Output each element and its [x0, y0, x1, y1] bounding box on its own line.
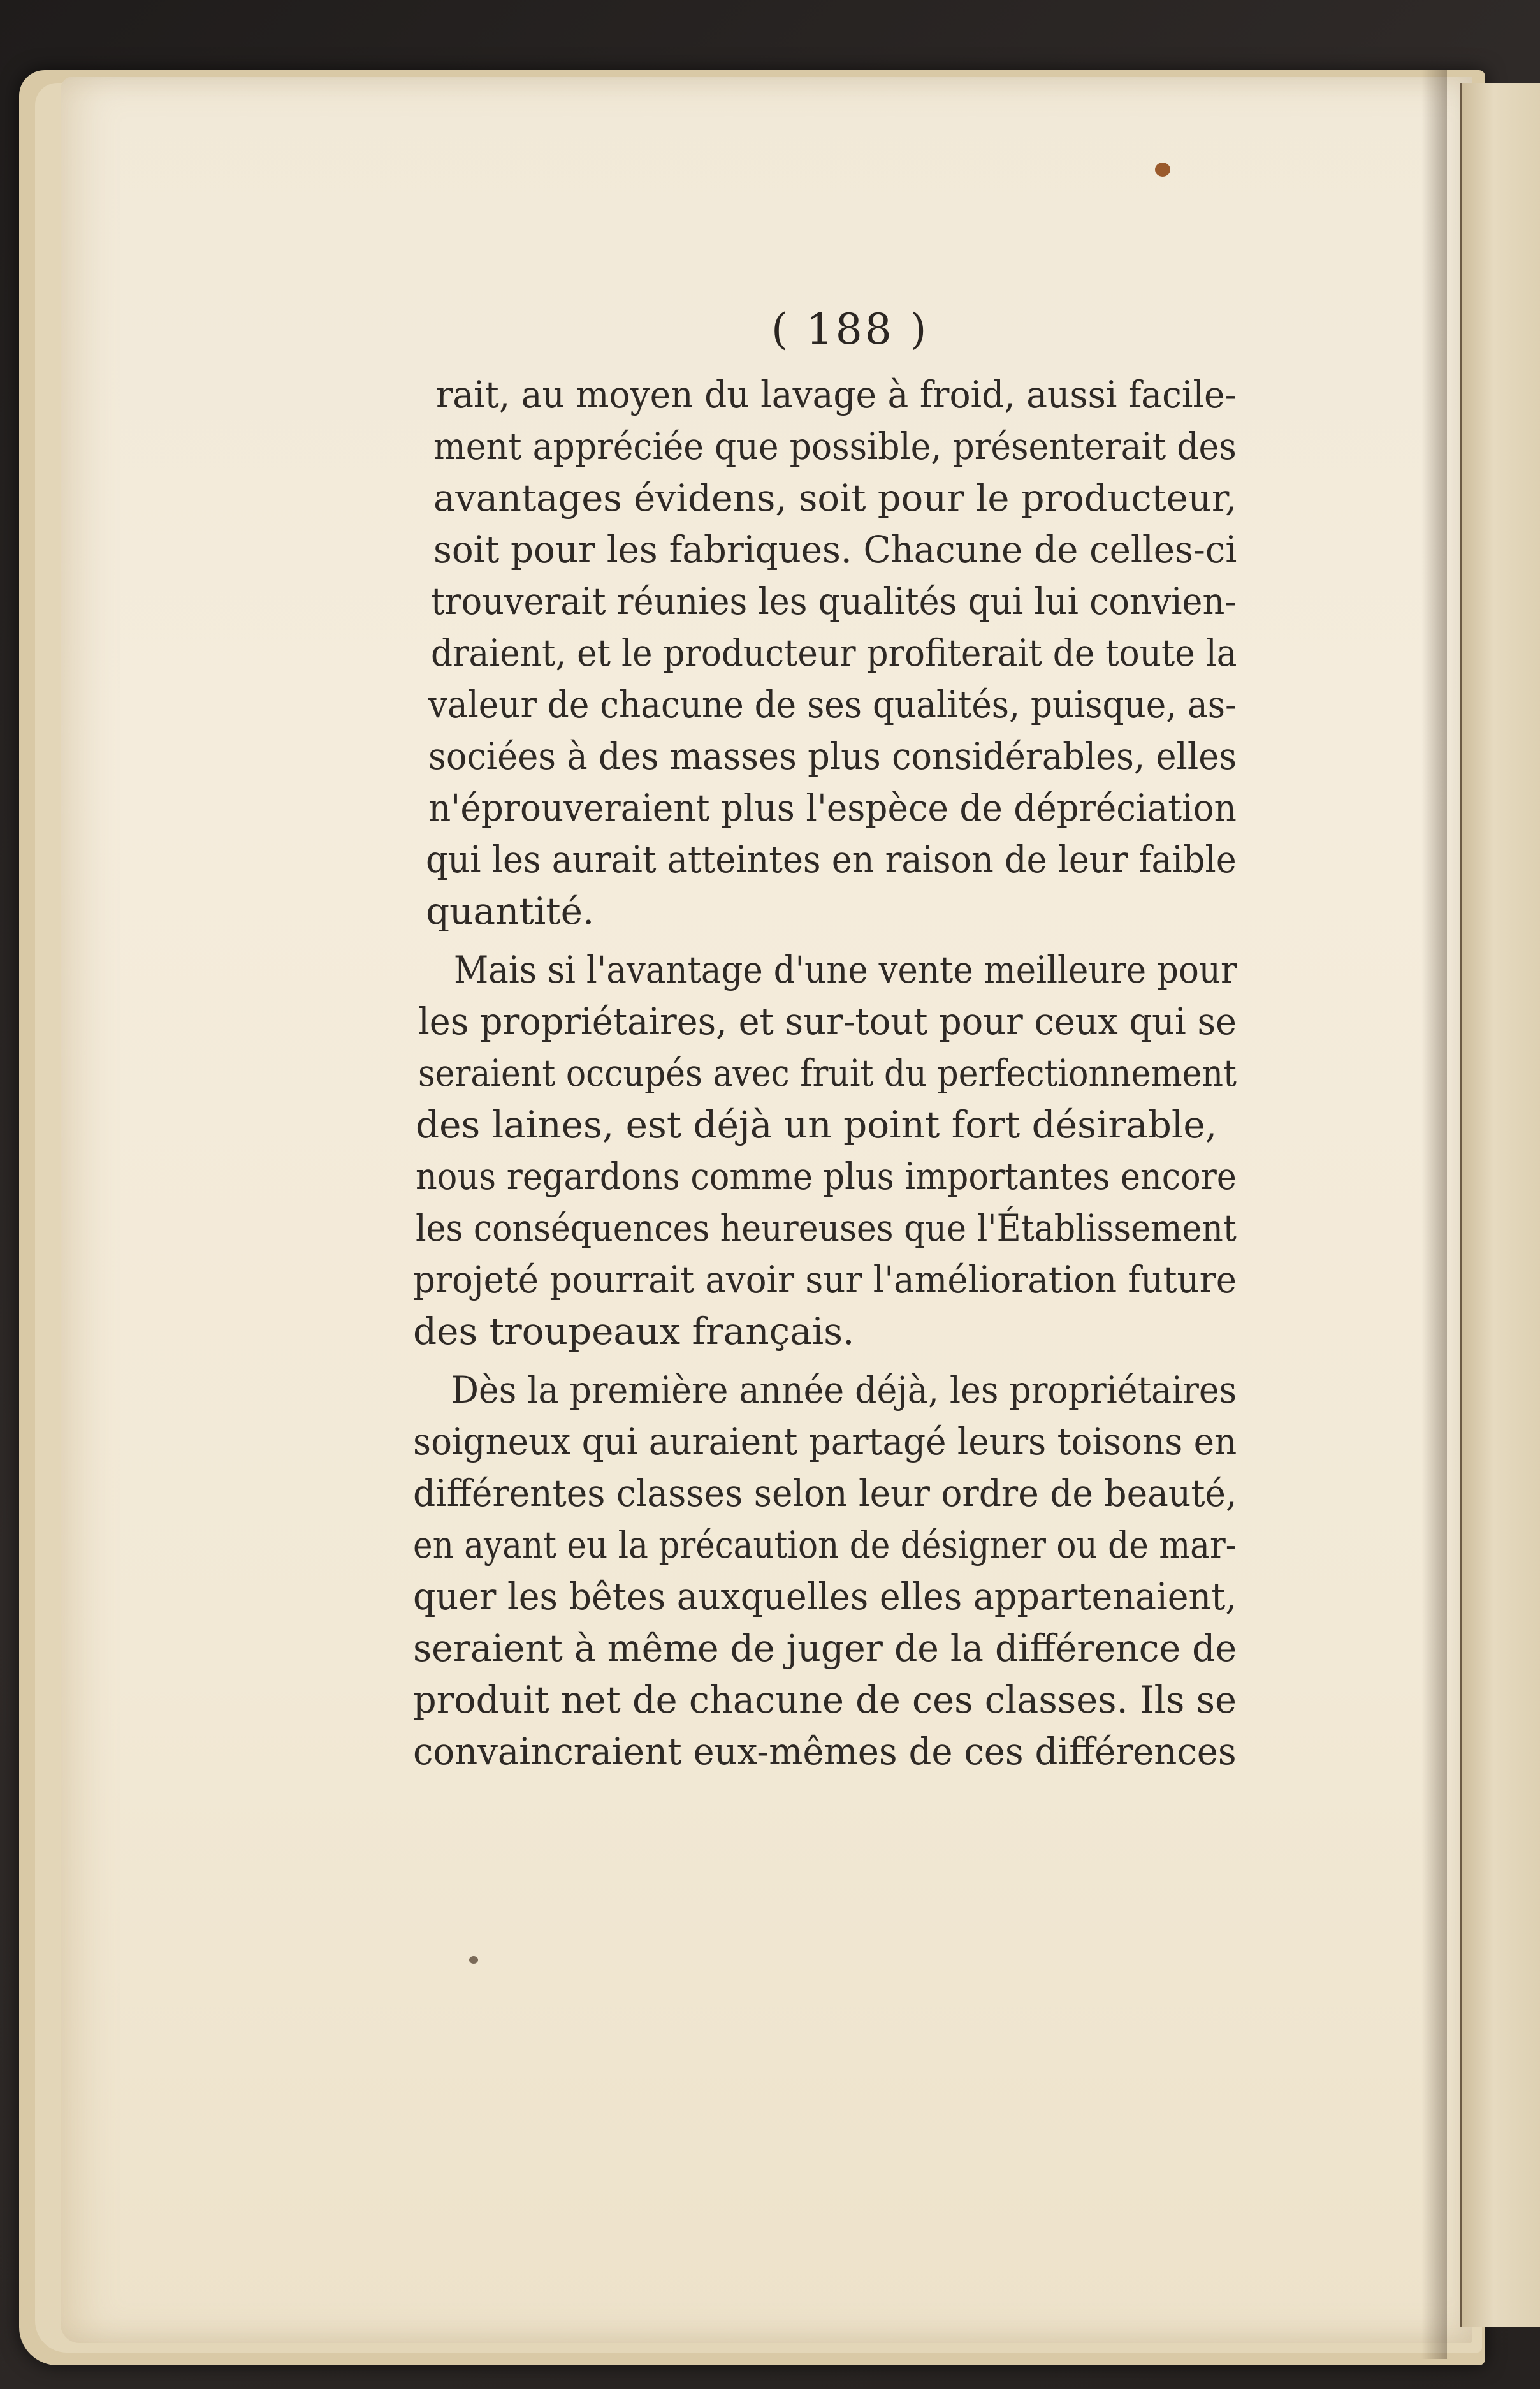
text-line: avantages évidens, soit pour le producteur,	[433, 476, 1237, 520]
text-line: draient, et le producteur profiterait de toute la	[431, 631, 1237, 675]
text-line: valeur de chacune de ses qualités, puisque, as-	[428, 683, 1237, 726]
text-line: quer les bêtes auxquelles elles appartenaient,	[413, 1575, 1237, 1618]
text-line: trouverait réunies les qualités qui lui convien-	[431, 580, 1237, 623]
foxing-stain-small	[469, 1956, 478, 1964]
text-line: des laines, est déjà un point fort désirable,	[416, 1103, 1217, 1146]
text-line: sociées à des masses plus considérables, elles	[428, 734, 1237, 778]
page-number: ( 188 )	[771, 305, 929, 354]
text-line: Dès la première année déjà, les propriétaires	[451, 1368, 1237, 1412]
text-line: convaincraient eux-mêmes de ces différences	[413, 1730, 1237, 1773]
text-line: des troupeaux français.	[413, 1310, 855, 1353]
text-line: n'éprouveraient plus l'espèce de dépréciation	[428, 786, 1237, 829]
text-line: soigneux qui auraient partagé leurs toisons en	[413, 1420, 1237, 1463]
text-line: les propriétaires, et sur-tout pour ceux qui se	[418, 1000, 1237, 1043]
text-line: en ayant eu la précaution de désigner ou de mar-	[413, 1523, 1237, 1567]
spine-shadow	[1421, 70, 1447, 2359]
facing-page-edge	[1460, 83, 1540, 2327]
text-line: rait, au moyen du lavage à froid, aussi facile-	[436, 373, 1237, 416]
text-line: nous regardons comme plus importantes encore	[416, 1155, 1237, 1198]
text-line: seraient à même de juger de la différence de	[413, 1626, 1237, 1670]
text-line: Mais si l'avantage d'une vente meilleure pour	[454, 948, 1237, 991]
text-line: seraient occupés avec fruit du perfectionnement	[418, 1051, 1237, 1095]
text-line: projeté pourrait avoir sur l'amélioration future	[413, 1258, 1237, 1301]
text-line: les conséquences heureuses que l'Établissement	[416, 1206, 1237, 1250]
text-line: qui les aurait atteintes en raison de leur faible	[426, 838, 1237, 881]
text-line: ment appréciée que possible, présenterait des	[433, 425, 1237, 468]
text-line: soit pour les fabriques. Chacune de celles-ci	[433, 528, 1237, 571]
text-line: quantité.	[426, 889, 595, 933]
text-line: produit net de chacune de ces classes. Ils se	[413, 1678, 1237, 1721]
text-line: différentes classes selon leur ordre de beauté,	[413, 1472, 1237, 1515]
foxing-stain	[1155, 163, 1170, 177]
